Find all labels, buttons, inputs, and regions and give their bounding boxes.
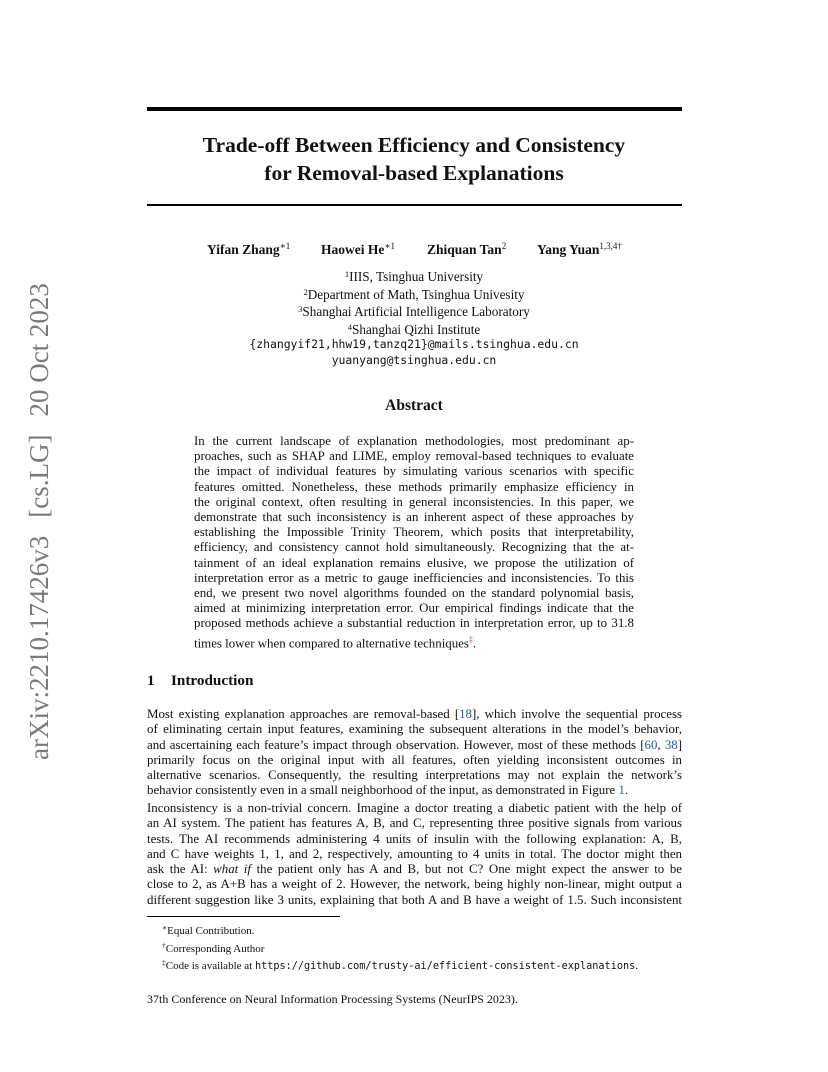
para-line: tests. The AI recommends administering 4 units of insulin with the following explanation: A, B,	[147, 831, 682, 846]
para-line: and ascertaining each feature’s impact through observation. However, most of these methods [60, 38]	[147, 737, 682, 752]
author-2: Haowei $He^{∗1}$	[321, 241, 395, 257]
abstract-line: the impact of individual features by simulating various scenarios with specific	[194, 464, 634, 479]
arxiv-date: 20 Oct 2023	[24, 283, 54, 417]
abstract-line: the original context, often resulting in general inconsistencies. In this paper, we	[194, 494, 634, 509]
affiliation-3: $^3$Shanghai Artificial Intelligence Laboratory	[298, 304, 530, 320]
arxiv-category: [cs.LG]	[24, 434, 54, 518]
abstract-last-line: times lower when compared to alternative techniques‡.	[194, 634, 477, 650]
abstract-line: demonstrate that such inconsistency is an inherent aspect of these approaches by	[194, 510, 634, 525]
para-line: ask the AI: what if the patient only has A and B, but not C? One might expect the answer to be	[147, 862, 683, 877]
arxiv-id: arXiv:2210.17426v3	[24, 535, 54, 760]
author-1: Yifan Zhang$^{∗1}$	[207, 241, 291, 257]
affiliations	[0, 267, 828, 369]
para-line: Inconsistency is a non-trivial concern. Imagine a doctor treating a diabetic patient with the help of	[147, 801, 682, 815]
section-number: 1	[147, 672, 155, 689]
para-line: and C have weights 1, 1, and 2, respectively, amounting to 4 units in total. The doctor might then	[147, 846, 682, 861]
abstract-line: efficiency, and consistency cannot hold simultaneously. Recognizing that the at-	[194, 540, 634, 555]
citation-link[interactable]: 38	[664, 737, 678, 752]
abstract-line: features omitted. Nonetheless, these methods primarily emphasize efficiency in	[194, 479, 634, 494]
code-url-link[interactable]: https://github.com/trusty-ai/efficient-consistent-explanations	[254, 961, 636, 973]
paper-title	[0, 131, 828, 187]
abstract-line: proaches, such as SHAP and LIME, employ removal-based techniques to evaluate	[194, 449, 634, 464]
figure-link[interactable]: 1	[618, 783, 625, 798]
affiliation-4: $^4$Shanghai Qizhi Institute	[347, 321, 481, 337]
author-3: Zhiquan Tan$^2$	[427, 241, 507, 257]
conference-note: 37th Conference on Neural Information Processing Systems (NeurIPS 2023).	[147, 992, 518, 1006]
title-bottom-rule	[147, 204, 682, 206]
para-line: primarily focus on the original input with all features, often yielding inconsistent outcomes in	[147, 752, 682, 767]
abstract-line: interpretation error as a metric to gauge inefficiencies and inconsistencies. To this	[194, 570, 634, 585]
para-line: behavior consistently even in a small neighborhood of the input, as demonstrated in Figure 1.	[147, 783, 629, 798]
para-line: of eliminating certain input features, examining the subsequent alterations in the model’s behavior,	[147, 722, 682, 737]
email-line-2: yuanyang@tsinghua.edu.cn	[331, 352, 497, 367]
author-list	[0, 241, 828, 261]
abstract-line: tainment of an ideal explanation remains elusive, we propose the utilization of	[194, 555, 634, 570]
para-line: different suggestion like 3 units, explaining that both A and B have a weight of 1.5. Such inconsistent	[147, 892, 682, 907]
para-line: close to 2, as A+B has a weight of 2. However, the network, being highly non-linear, might output a	[147, 877, 682, 892]
intro-paragraph-1	[147, 707, 682, 799]
abstract-heading: Abstract	[385, 397, 443, 414]
abstract-line: establishing the Impossible Trinity Theorem, which posits that interpretability,	[194, 525, 634, 540]
author-4: Yang Yuan$^{1,3,4\dagger}$	[537, 241, 622, 257]
citation-link[interactable]: 18	[459, 707, 472, 721]
footnote-link[interactable]: ‡	[468, 634, 473, 644]
abstract-body	[194, 434, 634, 651]
title-line-1: Trade-off Between Efficiency and Consistency	[202, 133, 626, 157]
footnote-rule	[147, 916, 340, 917]
title-line-2: for Removal-based Explanations	[264, 161, 564, 185]
abstract-line: proposed methods achieve a substantial reduction in interpretation error, up to 31.8	[194, 616, 634, 631]
citation-link[interactable]: 60	[644, 737, 658, 752]
footnote-3: ‡Code is available at https://github.com/trusty-ai/efficient-consistent-explanations.	[162, 958, 638, 973]
para-line: alternative scenarios. Consequently, the resulting interpretations may not explain the network’s	[147, 768, 682, 783]
title-top-rule	[147, 107, 682, 111]
intro-paragraph-2	[147, 801, 682, 908]
footnotes	[162, 921, 638, 975]
email-line-1: {zhangyif21,hhw19,tanzq21}@mails.tsinghua.edu.cn	[249, 337, 579, 352]
abstract-line: end, we present two novel algorithms founded on the standard polynomial basis,	[194, 586, 634, 601]
para-line: an AI system. The patient has features A, B, and C, representing three positive signals from various	[147, 816, 682, 831]
section-heading	[147, 672, 253, 690]
abstract-line: In the current landscape of explanation methodologies, most predominant ap-	[194, 434, 634, 448]
affiliation-2: $^2$Department of Math, Tsinghua Univesity	[303, 286, 525, 302]
para-line: Most existing explanation approaches are removal-based [18], which involve the sequential process	[147, 707, 682, 721]
abstract-line: aimed at minimizing interpretation error. Our empirical findings indicate that the	[194, 601, 634, 616]
section-title: Introduction	[171, 672, 254, 689]
footnote-1: ∗Equal Contribution.	[162, 923, 255, 937]
footnote-2: †Corresponding Author	[162, 940, 265, 955]
affiliation-1: $^1$IIIS, Tsinghua University	[344, 269, 484, 284]
